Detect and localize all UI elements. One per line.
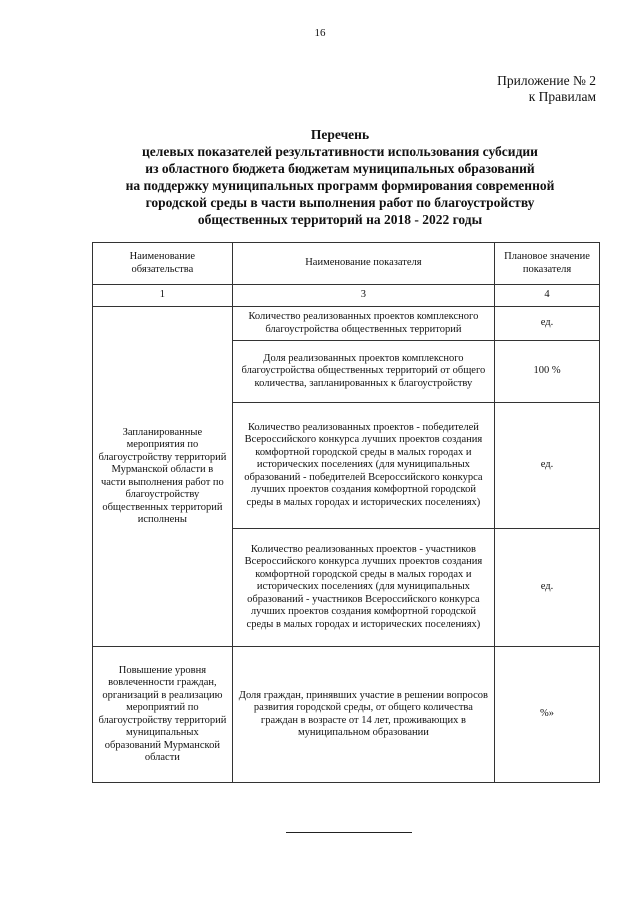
appendix-line-1: Приложение № 2 bbox=[497, 73, 596, 88]
table-row bbox=[93, 647, 600, 783]
header-planned-value: Плановое значение показателя bbox=[495, 243, 600, 285]
title-line-1: Перечень bbox=[310, 127, 370, 142]
title-line-3: из областного бюджета бюджетам муниципальных образований bbox=[145, 161, 535, 176]
obligation-cell: Запланированные мероприятия по благоустройству территорий Мурманской области в части выполнения работ по благоустройству общественных территорий исполнены bbox=[93, 307, 233, 647]
column-number-1: 1 bbox=[93, 285, 233, 307]
table-row bbox=[93, 307, 600, 341]
title-line-5: городской среды в части выполнения работ по благоустройству bbox=[145, 195, 535, 210]
document-title bbox=[60, 126, 620, 228]
column-number-3: 3 bbox=[232, 285, 494, 307]
table-number-row bbox=[93, 285, 600, 307]
value-cell: ед. bbox=[495, 403, 600, 529]
header-indicator: Наименование показателя bbox=[232, 243, 494, 285]
header-obligation: Наименование обязательства bbox=[93, 243, 233, 285]
value-cell: %» bbox=[495, 647, 600, 783]
appendix-heading bbox=[497, 73, 596, 105]
indicators-table bbox=[92, 242, 600, 783]
value-cell: ед. bbox=[495, 529, 600, 647]
obligation-cell: Повышение уровня вовлеченности граждан, организаций в реализацию мероприятий по благоустройству территорий муниципальных образований Мурманской области bbox=[93, 647, 233, 783]
title-line-2: целевых показателей результативности использования субсидии bbox=[142, 144, 538, 159]
title-line-4: на поддержку муниципальных программ формирования современной bbox=[125, 178, 555, 193]
indicator-cell: Количество реализованных проектов - победителей Всероссийского конкурса лучших проектов создания комфортной городской среды в малых городах и исторических поселениях (для муниципальных образований - победителей Всероссийского конкурса лучших проектов создания комфортной городской среды в малых городах и исторических поселениях) bbox=[232, 403, 494, 529]
indicator-cell: Количество реализованных проектов - участников Всероссийского конкурса лучших проектов создания комфортной городской среды в малых городах и исторических поселениях (для муниципальных образований - участников Всероссийского конкурса лучших проектов создания комфортной городской среды в малых городах и исторических поселениях) bbox=[232, 529, 494, 647]
indicator-cell: Доля граждан, принявших участие в решении вопросов развития городской среды, от общего количества граждан в возрасте от 14 лет, проживающих в муниципальном образовании bbox=[232, 647, 494, 783]
table-header-row bbox=[93, 243, 600, 285]
page-number: 16 bbox=[314, 27, 326, 39]
appendix-line-2: к Правилам bbox=[528, 89, 596, 104]
title-line-6: общественных территорий на 2018 - 2022 годы bbox=[197, 212, 483, 227]
footer-divider bbox=[286, 832, 412, 833]
indicator-cell: Количество реализованных проектов комплексного благоустройства общественных территорий bbox=[232, 307, 494, 341]
value-cell: ед. bbox=[495, 307, 600, 341]
column-number-4: 4 bbox=[495, 285, 600, 307]
value-cell: 100 % bbox=[495, 341, 600, 403]
indicator-cell: Доля реализованных проектов комплексного благоустройства общественных территорий от общего количества, запланированных к благоустройству bbox=[232, 341, 494, 403]
